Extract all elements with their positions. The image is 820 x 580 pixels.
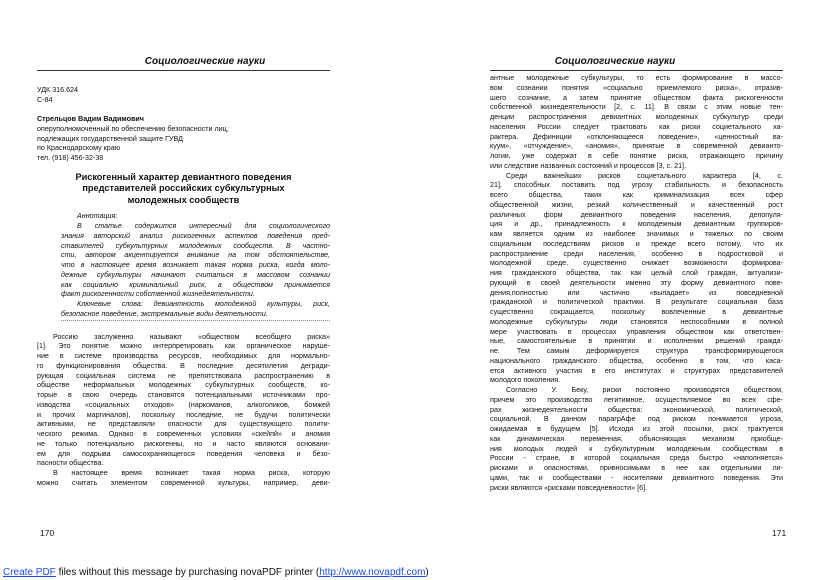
body-line: национального гражданского общества, особенно в том, что каса- [490,356,783,365]
body-line: 21], способных поставить под угрозу стабильность и безопасность [490,181,783,190]
abstract-line: В статье содержится интересный для социологического [77,222,330,230]
body-line: риски являются «рисками повседневности» [6]. [490,483,648,492]
body-line: рактера. Дефиниции «отклоняющееся поведение», «ценностный ва- [490,132,783,141]
novapdf-url-link[interactable]: http://www.novapdf.com [319,567,426,578]
body-line: логии, уже содержат в себе понятие риска, отражающего причину [490,152,783,160]
body-line: существенно сокращается, поскольку вовлеченные в девиантные [490,308,783,316]
body-line: ется активного участия в его институтах и структурах представителей [490,366,783,375]
body-line: населения России следует трактовать как риски социетального ха- [490,122,783,131]
body-line: кам является одним из наиболее значимых и тяжелых по своим [490,230,783,238]
author-info [37,125,330,164]
body-line: молодежной среде, существенно снижает возможности формирова- [490,259,783,268]
body-line: распространение среди населения, особенно в подростковой и [490,249,783,258]
body-line: рах жизнедеятельности общества: экономической, политической, [490,405,783,414]
page-number: 171 [772,528,787,538]
right-page [410,0,820,565]
body-line: денции распространения девиантных молодежных субкультур среди [490,113,783,121]
footer-text: files without this message by purchasing novaPDF printer ( [55,567,320,578]
body-line: мере участвовать в процессах управления обществом как ответствен- [490,327,783,336]
journal-header: Социологические науки [144,56,266,67]
body-line: молодежные субкультуры люди становятся неспособными в полной [490,317,783,326]
body-line: обществе неформальных молодежных субкультурных сообществ, ко- [37,381,330,390]
udc-code: УДК 316.624 [37,85,79,94]
abstract-line: Ключевые слова: девиантность молодежной культуры, риск, [77,300,330,308]
body-line: Россию заслуженно называют «обществом всеобщего риска» [53,332,330,341]
body-line: цами, так и сообществами - носителями девиантного поведения. Эти [490,473,783,482]
body-line: общественной жизни, резкий количественный и качественный рост [490,200,783,209]
bbk-code: С-84 [37,95,53,104]
body-line: причем это производство легитимное, осуществляемое во всех сфе- [490,395,783,404]
title-line: молодежных сообществ [127,194,240,205]
body-line: ные, самостоятельные в принятии и исполнении решений гражда- [490,337,783,346]
body-line: Согласно У. Беку, риски постоянно производятся обществом, [506,386,783,394]
body-line: социальной. В данном парагрАфе под риском понимается угроза, [490,415,783,424]
body-line: куум», «отчуждение», «аномия», принятые в современной девианто- [490,142,783,151]
author-info-line: по Краснодарскому краю [37,144,121,153]
body-line: ция и др., принадлежность к молодежным девиантным группиров- [490,220,783,229]
body-line: молодого поколения. [490,376,561,385]
abstract-label: Аннотация: [77,212,118,221]
pdf-footer-banner [0,565,820,580]
body-line: гражданской и политической практики. В результате социальная база [490,298,783,307]
create-pdf-link[interactable]: Create PDF [3,567,56,578]
header-rule [490,70,783,71]
abstract-line: что в настоящее время возникает такая норма риска, когда моло- [61,261,330,269]
article-title [37,172,330,207]
body-line: не. Тем самым деформируется структура трансформирующегося [490,347,783,355]
body-line: ческого режима. Однако в современных условиях «скейпй» и аномия [37,430,330,438]
author-info-line: тел. (918) 456-32-38 [37,154,104,162]
title-line: Рискогенный характер девиантного поведения [75,171,292,182]
body-line: можно считать элементом современной культуры, например, деви- [37,478,330,487]
footer-end: ) [425,567,429,578]
body-line: ния гражданского общества, так как целый слой граждан, актуализи- [490,269,783,277]
body-line: различных форм девиантного поведения населения, депопуля- [490,210,783,219]
right-body-text [490,74,783,493]
left-page [0,0,410,565]
body-line: го функционирования общества. В последние десятилетия дегради- [37,361,330,370]
body-line: шего сознание, а затем принятие обществом факта рискогенности [490,93,783,102]
body-line: Среди важнейших рисков социетального характера [4, с. [506,171,783,180]
body-line: социальным последствиям рисков и прежде всего потому, что их [490,239,783,248]
abstract [61,212,330,320]
body-line: вом сознании понятия «социально приемлемого риска», отразив- [490,83,783,92]
body-line: изводства «социальных отходов» (наркоманов, алкоголиков, бомжей [37,400,330,409]
journal-header: Социологические науки [554,56,676,67]
body-line: ние в системе производства ресурсов, необходимых для нормально- [37,352,330,360]
body-line: собственной жизнедеятельности [2, с. 11]. В связи с этим новые тен- [490,103,783,112]
abstract-line: ставителей субкультурных молодежных сообществ. В частно- [61,241,330,250]
body-line: рующий в своей деятельности именно эту форму девиантного пове- [490,278,783,287]
abstract-line: факт рискогенности собственной жизнедеятельности. [61,290,255,299]
body-line: торые в свою очередь становятся потенциальными источниками про- [37,391,330,399]
body-line: [1]. Это понятие можно интерпретировать как органическое наруше- [37,342,330,351]
body-line: дения,полностью или частично «выпадает» из повседневной [490,288,783,297]
body-line: не только потенциально рискогенны, но и часто являются основани- [37,439,330,448]
abstract-line: как социально криминальный риск, а обществом принимается [61,280,330,289]
body-line: рующая социальная система не препятствовала распространению в [37,371,330,380]
body-line: активными, не представляли опасности для существующего полити- [37,420,330,429]
body-line: как динамическая переменная, объясняющая механизм приобще- [490,434,783,443]
abstract-line: сти, автором акцентируется внимание на том обстоятельстве, [61,251,330,260]
body-line: пасности общества. [37,459,104,468]
body-line: или следствие названных состояний и процессов [3, с. 21]. [490,161,687,170]
abstract-line: дежные субкультуры начинают считаться в массовом сознании [61,270,330,279]
title-line: представителей российских субкультурных [82,183,285,194]
author-name: Стрельцов Вадим Вадимович [37,115,144,123]
body-line: России - стране, в которой социальная среда быстро «наполняется» [490,454,783,463]
body-line: и прочих маргиналов), поскольку последние, не будучи политически [37,410,330,419]
abstract-line: знания авторский анализ рискогенных аспектов поведения пред- [61,231,330,240]
author-info-line: оперуполномоченный по обеспечению безопасности лиц, [37,124,229,133]
left-body-text [37,333,330,489]
body-line: В настоящее время возникает такая норма риска, которую [53,469,330,477]
abstract-line: безопасное поведение, экстремальные виды деятельности. [61,309,268,318]
body-line: рисками и опасностями, привносимыми в нее как отдельными ли- [490,464,783,472]
header-rule [37,70,330,71]
body-line: всего общества, таких как криминализация всех сфер [490,191,783,199]
author-info-line: подлежащих государственной защите ГУВД [37,134,183,143]
body-line: ем для подрыва самосохраняющегося поведения человека и безо- [37,449,330,458]
left-page-content [37,76,330,489]
right-page-content [490,74,783,493]
body-line: ния молодых людей к субкультурным молодежным сообществам в [490,444,783,453]
body-line: антные молодежные субкультуры, то есть формирование в массо- [490,74,783,82]
page-number: 170 [40,528,55,538]
body-line: ожидаемая в будущем [5]. Исходя из этой посылки, риск трактуется [490,425,783,433]
